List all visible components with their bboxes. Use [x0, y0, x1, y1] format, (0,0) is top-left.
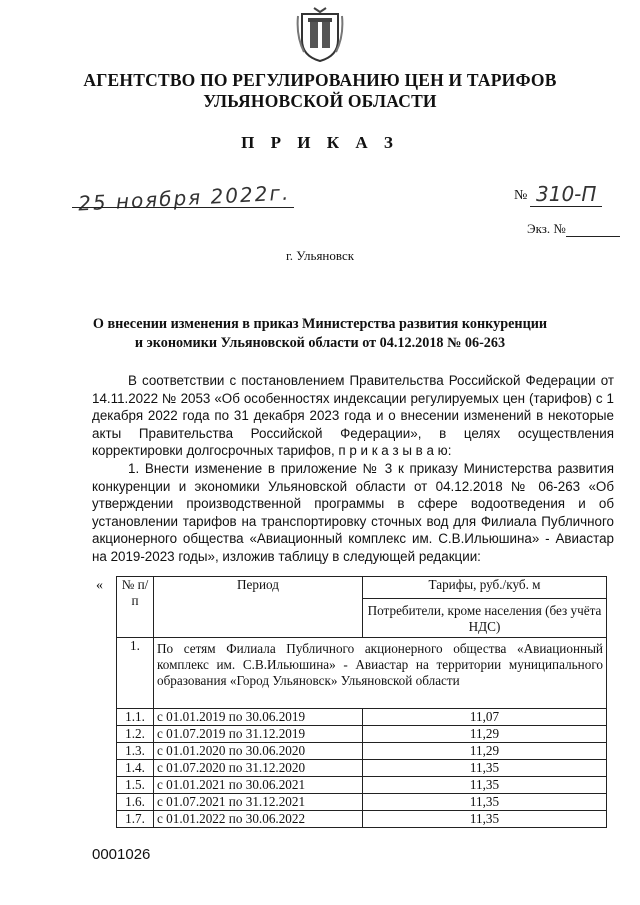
table-row	[117, 709, 607, 726]
row-value: 11,29	[363, 726, 607, 743]
row-num: 1.6.	[117, 794, 154, 811]
agency-name-line2: УЛЬЯНОВСКОЙ ОБЛАСТИ	[203, 91, 437, 111]
opening-quote: «	[96, 578, 103, 593]
section-description: По сетям Филиала Публичного акционерного общества «Авиационный комплекс им. С.В.Ильюшина» - Авиастар на территории муниципального образования «Город Ульяновск» Ульяновской области	[154, 638, 607, 709]
table-row	[117, 794, 607, 811]
row-num: 1.1.	[117, 709, 154, 726]
table-row	[117, 726, 607, 743]
row-period: с 01.01.2021 по 30.06.2021	[154, 777, 363, 794]
body-paragraph-1: В соответствии с постановлением Правительства Российской Федерации от 14.11.2022 № 2053 «Об особенностях индексации регулируемых цен (тарифов) с 1 декабря 2022 года по 31 декабря 2023 года и о внесении изменений в некоторые акты Правительства Российской Федерации», в целях осуществления корректировки долгосрочных тарифов, п р и к а з ы в а ю:	[92, 373, 614, 459]
copy-number-field	[527, 221, 620, 237]
row-period: с 01.01.2022 по 30.06.2022	[154, 811, 363, 828]
row-period: с 01.01.2020 по 30.06.2020	[154, 743, 363, 760]
row-value: 11,35	[363, 794, 607, 811]
row-period: с 01.01.2019 по 30.06.2019	[154, 709, 363, 726]
document-type-title: П Р И К А З	[241, 133, 399, 152]
header-num: № п/п	[117, 577, 154, 638]
row-period: с 01.07.2020 по 31.12.2020	[154, 760, 363, 777]
row-value: 11,35	[363, 811, 607, 828]
row-num: 1.7.	[117, 811, 154, 828]
row-period: с 01.07.2019 по 31.12.2019	[154, 726, 363, 743]
row-num: 1.3.	[117, 743, 154, 760]
row-num: 1.5.	[117, 777, 154, 794]
body-paragraph-2: 1. Внести изменение в приложение № 3 к приказу Министерства развития конкуренции и экономики Ульяновской области от 04.12.2018 № 06-263 «Об утверждении производственной программы в сфере водоотведения и об установлении тарифов на транспортировку сточных вод для Филиала Публичного акционерного общества «Авиационный комплекс им. С.В.Ильюшина» - Авиастар на 2019-2023 годы», изложив таблицу в следующей редакции:	[92, 461, 614, 564]
row-value: 11,35	[363, 760, 607, 777]
header-period: Период	[154, 577, 363, 638]
handwritten-date: 25 ноября 2022г.	[77, 180, 291, 216]
table-row	[117, 777, 607, 794]
coat-of-arms-emblem	[296, 6, 344, 62]
table-row	[117, 743, 607, 760]
table-row	[117, 760, 607, 777]
row-period: с 01.07.2021 по 31.12.2021	[154, 794, 363, 811]
section-num: 1.	[117, 638, 154, 709]
order-number-label: №	[514, 188, 528, 203]
header-tariffs: Тарифы, руб./куб. м	[363, 577, 607, 599]
copy-number-label: Экз. №	[527, 221, 566, 236]
row-num: 1.4.	[117, 760, 154, 777]
header-consumers: Потребители, кроме населения (без учёта НДС)	[363, 599, 607, 638]
number-underline	[530, 206, 602, 207]
subject-line2: и экономики Ульяновской области от 04.12.2018 № 06-263	[134, 335, 506, 351]
subject-line1: О внесении изменения в приказ Министерства развития конкуренции	[92, 316, 548, 332]
table-row	[117, 811, 607, 828]
city-name: г. Ульяновск	[285, 248, 355, 263]
row-value: 11,35	[363, 777, 607, 794]
copy-number-blank	[566, 224, 620, 237]
document-code: 0001026	[92, 846, 151, 863]
row-value: 11,07	[363, 709, 607, 726]
date-underline	[72, 207, 294, 208]
agency-name-line1: АГЕНТСТВО ПО РЕГУЛИРОВАНИЮ ЦЕН И ТАРИФОВ	[83, 70, 557, 90]
row-value: 11,29	[363, 743, 607, 760]
handwritten-order-number: 310-П	[536, 182, 597, 206]
tariff-table	[116, 576, 607, 828]
row-num: 1.2.	[117, 726, 154, 743]
